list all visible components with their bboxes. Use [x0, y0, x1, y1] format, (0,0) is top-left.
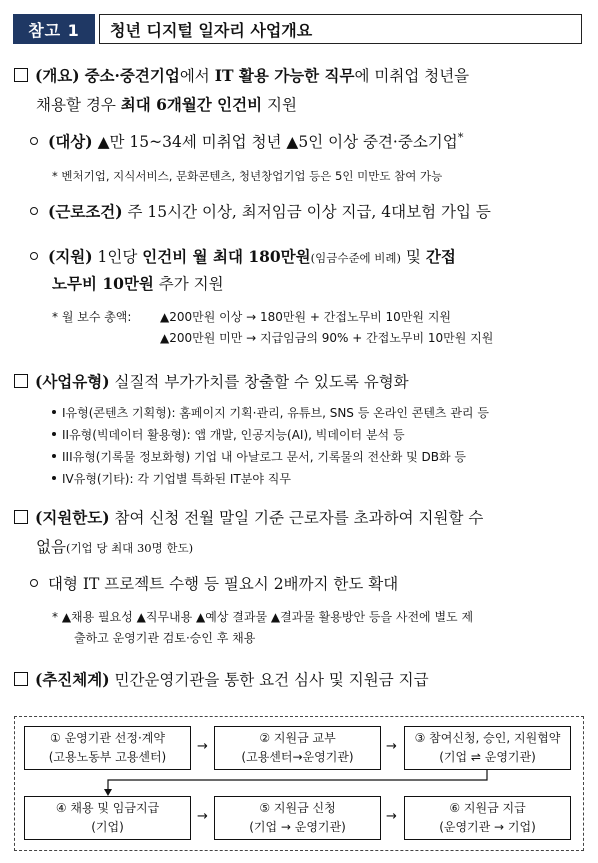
types-item-text: II유형(빅데이터 활용형): 앱 개발, 인공지능(AI), 빅데이터 분석 등	[62, 428, 405, 442]
flow-step-sub: (기업)	[91, 820, 124, 834]
system-label: (추진체계)	[35, 670, 110, 689]
support-emph-3: 노무비 10만원	[52, 274, 154, 293]
overview-text-1: 에서	[179, 67, 215, 85]
support-text-2: 및	[401, 248, 426, 266]
target-star: *	[457, 130, 464, 144]
flow-step-4	[24, 796, 191, 840]
limit-paren: (기업 당 최대 30명 한도)	[65, 541, 194, 555]
flow-connector-arrowhead	[104, 789, 112, 796]
limit-note-2: 출하고 운영기관 검토·승인 후 채용	[74, 631, 256, 645]
types-item-text: III유형(기록물 정보화형) 기업 내 아날로그 문서, 기록물의 전산화 및 DB화 등	[62, 450, 466, 464]
support-note-2: ▲200만원 미만 → 지급임금의 90% + 간접노무비 10만원 지원	[160, 331, 494, 345]
target-label: (대상)	[48, 132, 93, 152]
overview-emph-1: 중소·중견기업	[84, 66, 180, 85]
system-text: 민간운영기관을 통한 요건 심사 및 지원금 지급	[109, 671, 429, 689]
flow-step-sub: (기업 → 운영기관)	[249, 820, 346, 834]
support-emph-1: 인건비 월 최대 180만원	[142, 247, 311, 266]
conditions-text: 주 15시간 이상, 최저임금 이상 지급, 4대보험 가입 등	[122, 203, 491, 221]
support-emph-2: 간접	[425, 247, 456, 266]
flow-step-sub: (운영기관 → 기업)	[439, 820, 536, 834]
overview-label: (개요)	[35, 66, 80, 85]
conditions-label: (근로조건)	[48, 202, 123, 221]
limit-text-2: 없음	[36, 538, 66, 556]
types-text: 실질적 부가가치를 창출할 수 있도록 유형화	[109, 373, 409, 391]
page-title-text: 청년 디지털 일자리 사업개요	[110, 20, 313, 40]
support-note-prefix: * 월 보수 총액:	[52, 310, 132, 324]
overview-emph-3: 최대 6개월간 인건비	[120, 95, 263, 114]
limit-text-1: 참여 신청 전월 말일 기준 근로자를 초과하여 지원할 수	[109, 509, 484, 527]
flow-step-title: ③ 참여신청, 승인, 지원협약	[414, 731, 561, 745]
flow-connector-line	[108, 770, 487, 790]
flow-step-title: ① 운영기관 선정·계약	[50, 731, 165, 745]
flow-arrow-icon: →	[386, 739, 397, 754]
flow-step-title: ⑤ 지원금 신청	[259, 801, 336, 815]
support-label: (지원)	[48, 247, 93, 266]
flow-step-6	[404, 796, 571, 840]
support-text-3: 추가 지원	[153, 275, 224, 293]
types-item-text: I유형(콘텐츠 기획형): 홈페이지 기획·관리, 유튜브, SNS 등 온라인 콘텐츠 관리 등	[62, 406, 489, 420]
flow-arrow-icon: →	[197, 809, 208, 824]
overview-text-3: 채용할 경우	[36, 96, 121, 114]
overview-text-2: 에 미취업 청년을	[354, 67, 470, 85]
support-text-1: 1인당	[92, 248, 143, 266]
target-note: * 벤처기업, 지식서비스, 문화콘텐츠, 청년창업기업 등은 5인 미만도 참여 가능	[52, 169, 443, 183]
flow-arrow-icon: →	[197, 739, 208, 754]
flow-step-sub: (고용센터→운영기관)	[241, 750, 354, 764]
flow-step-sub: (기업 ⇌ 운영기관)	[439, 750, 536, 764]
flow-step-title: ④ 채용 및 임금지급	[55, 801, 160, 815]
overview-emph-2: IT 활용 가능한 직무	[214, 66, 355, 85]
support-note-1: ▲200만원 이상 → 180만원 + 간접노무비 10만원 지원	[160, 310, 451, 324]
flow-step-5	[214, 796, 381, 840]
limit-label: (지원한도)	[35, 508, 110, 527]
overview-text-4: 지원	[262, 96, 297, 114]
flow-step-title: ⑥ 지원금 지급	[449, 801, 526, 815]
support-paren: (임금수준에 비례)	[310, 251, 402, 265]
flow-step-sub: (고용노동부 고용센터)	[48, 750, 167, 764]
limit-sub-text: 대형 IT 프로젝트 수행 등 필요시 2배까지 한도 확대	[48, 575, 399, 593]
types-label: (사업유형)	[35, 372, 110, 391]
flow-step-title: ② 지원금 교부	[259, 731, 336, 745]
target-text: ▲만 15~34세 미취업 청년 ▲5인 이상 중견·중소기업	[97, 133, 458, 152]
flow-arrow-icon: →	[386, 809, 397, 824]
limit-note-1: * ▲채용 필요성 ▲직무내용 ▲예상 결과물 ▲결과물 활용방안 등을 사전에 별도 제	[52, 610, 474, 624]
types-item-text: IV유형(기타): 각 기업별 특화된 IT분야 직무	[62, 472, 291, 486]
section-badge: 참고 1	[13, 14, 95, 44]
